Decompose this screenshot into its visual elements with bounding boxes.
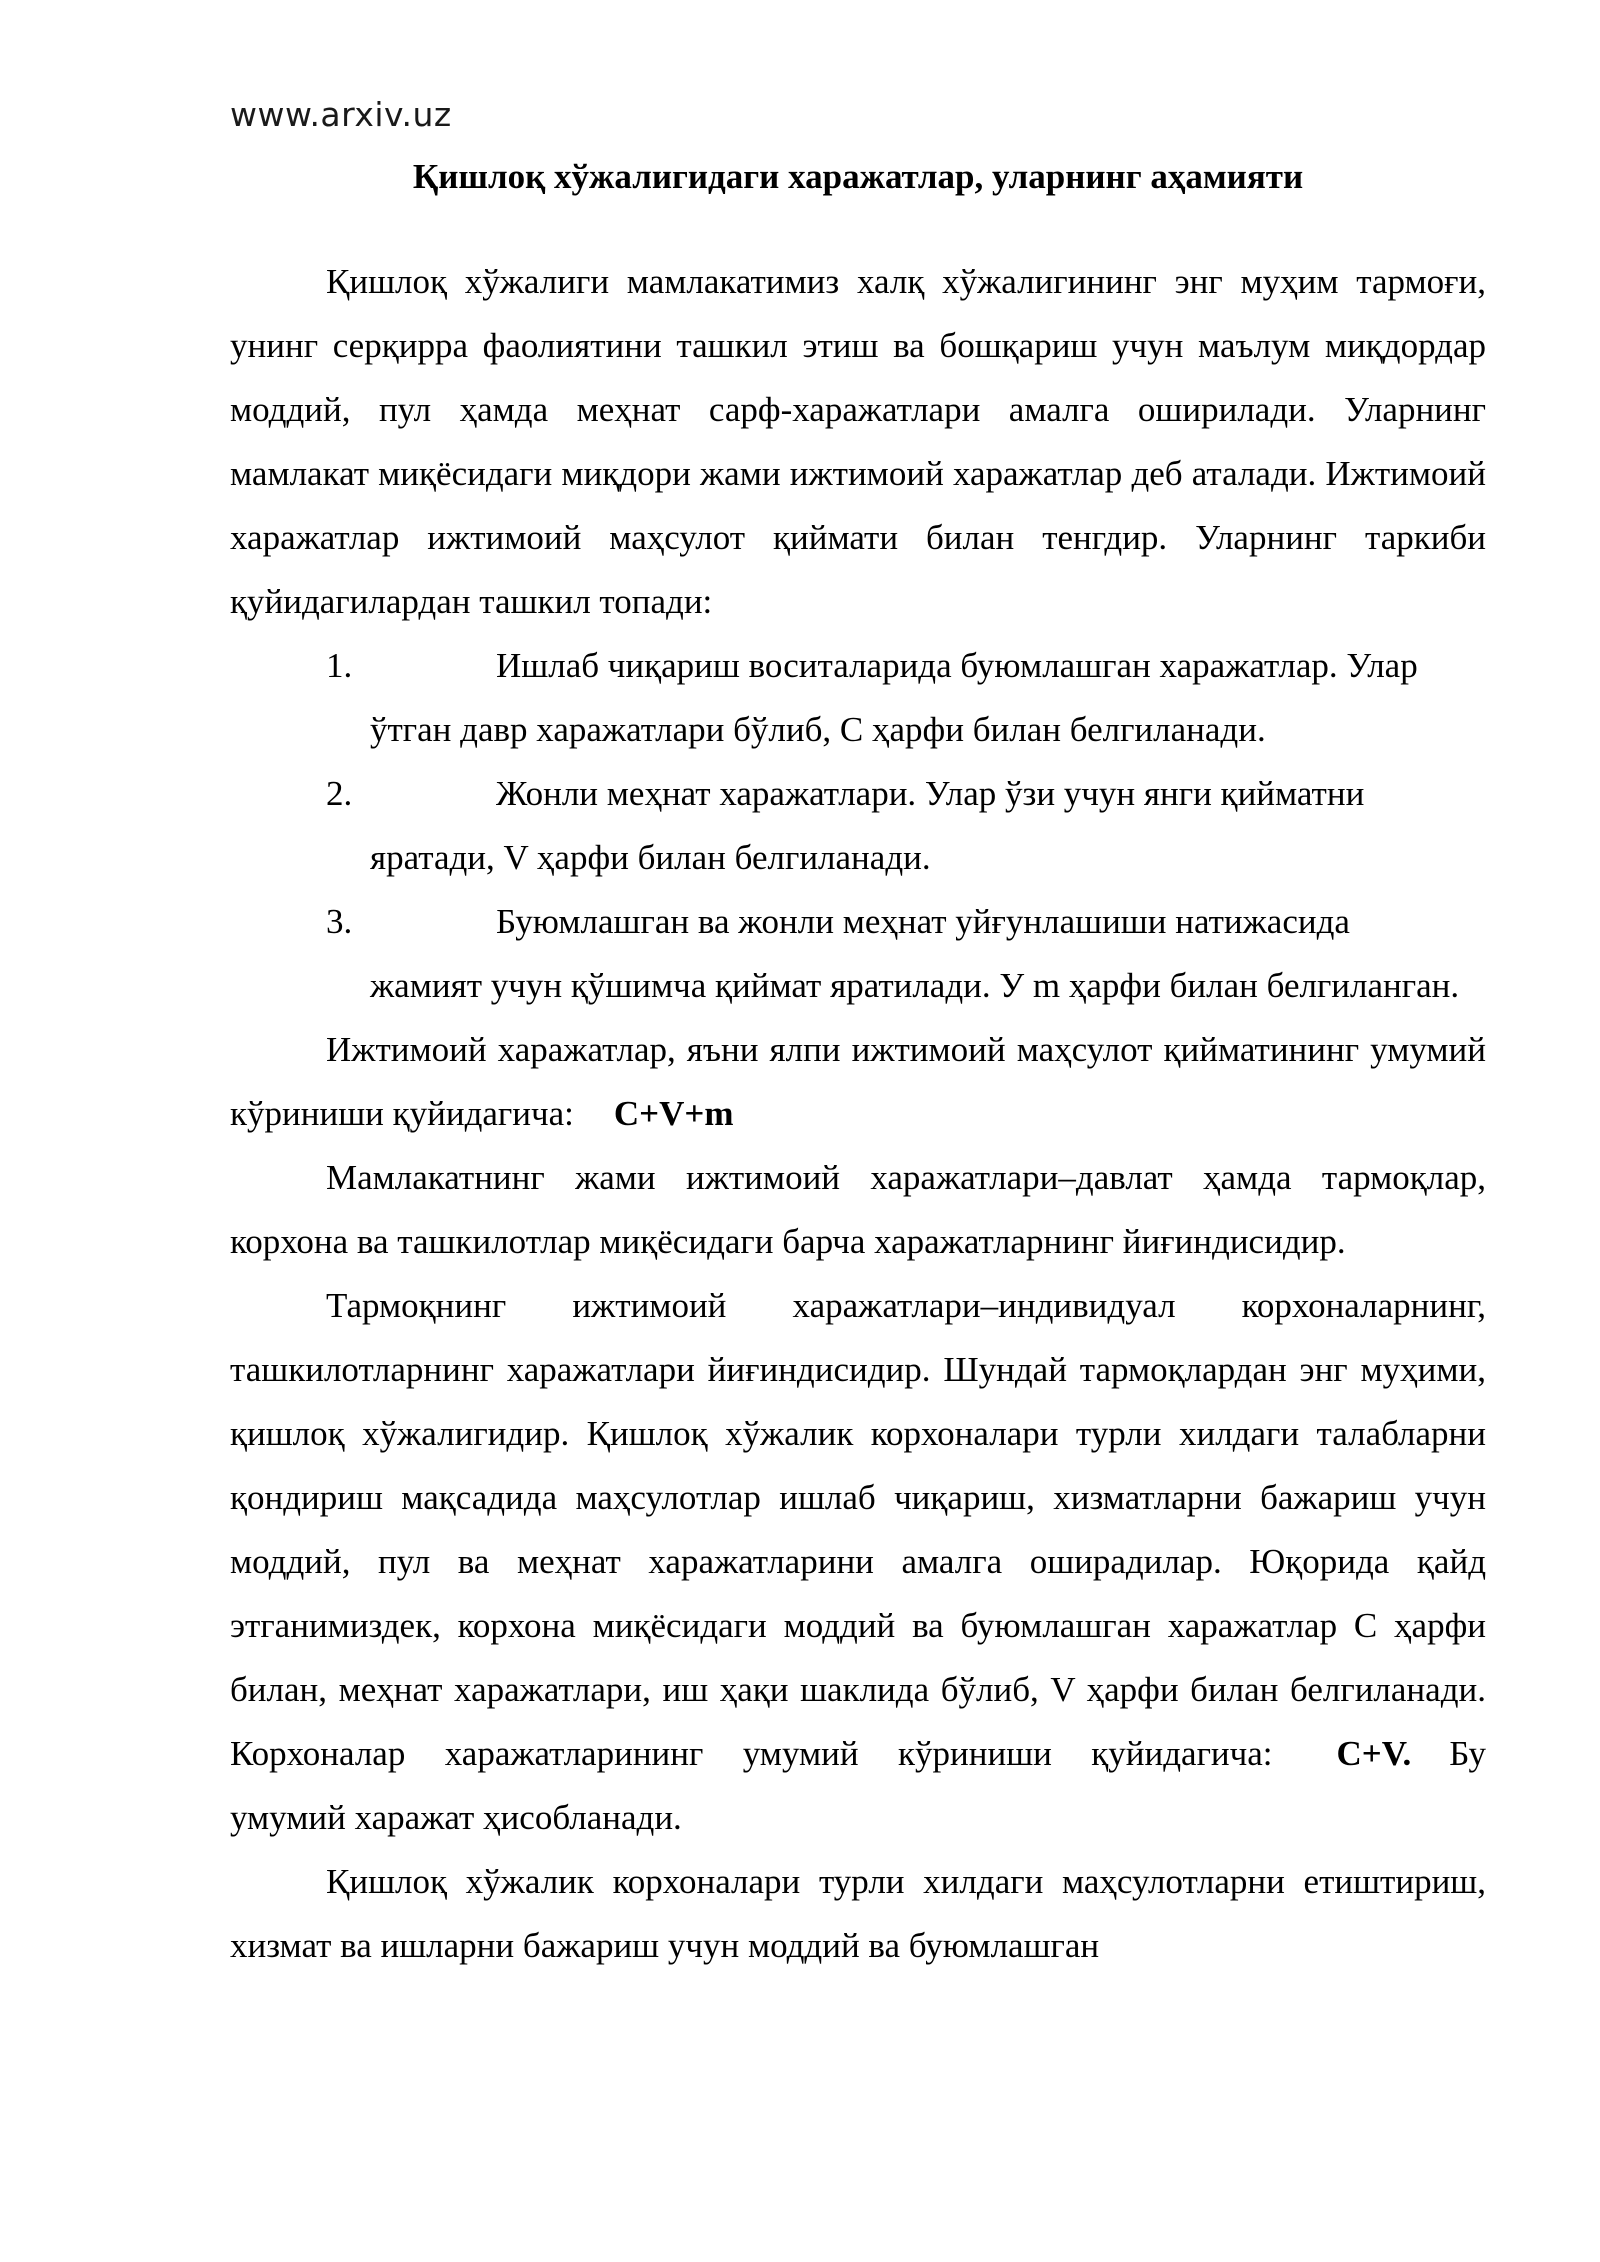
list-item-number: 3. — [326, 902, 353, 941]
formula-cvm: C+V+m — [613, 1094, 734, 1133]
list-item — [230, 634, 1486, 762]
list-item-continuation: яратади, V ҳарфи билан белгиланади. — [370, 838, 931, 877]
paragraph-formula-1-text: Ижтимоий харажатлар, яъни ялпи ижтимоий маҳсулот қийматининг умумий кўриниши қуйидагича: — [230, 1030, 1486, 1133]
formula-cv: C+V. — [1336, 1734, 1412, 1773]
paragraph-industry-costs-after: Бу умумий харажат ҳисобланади. — [230, 1734, 1486, 1837]
paragraph-industry-costs — [230, 1274, 1486, 1850]
list-item-number: 1. — [326, 646, 353, 685]
paragraph-formula-1 — [230, 1018, 1486, 1146]
list-item-continuation: ўтган давр харажатлари бўлиб, С ҳарфи билан белгиланади. — [370, 710, 1266, 749]
list-item-number: 2. — [326, 774, 353, 813]
list-item-text — [370, 890, 1486, 1018]
numbered-list — [230, 634, 1486, 1018]
site-header: www.arxiv.uz — [230, 95, 452, 134]
document-title: Қишлоқ хўжалигидаги харажатлар, уларнинг аҳамияти — [412, 157, 1304, 196]
list-item-first-line: Жонли меҳнат харажатлари. Улар ўзи учун янги қийматни — [496, 774, 1365, 813]
list-item — [230, 890, 1486, 1018]
paragraph-national-costs: Мамлакатнинг жами ижтимоий харажатлари–давлат ҳамда тармоқлар, корхона ва ташкилотлар миқёсидаги барча харажатларнинг йиғиндисидир. — [230, 1158, 1486, 1261]
list-item — [230, 762, 1486, 890]
list-item-first-line: Ишлаб чиқариш воситаларида буюмлашган харажатлар. Улар — [496, 646, 1418, 685]
paragraph-intro: Қишлоқ хўжалиги мамлакатимиз халқ хўжалигининг энг муҳим тармоғи, унинг серқирра фаолиятини ташкил этиш ва бошқариш учун маълум миқдордар моддий, пул ҳамда меҳнат сарф-харажатлари амалга оширилади. Уларнинг мамлакат миқёсидаги миқдори жами ижтимоий харажатлар деб аталади. Ижтимоий харажатлар ижтимоий маҳсулот қиймати билан тенгдир. Уларнинг таркиби қуйидагилардан ташкил топади: — [230, 262, 1486, 621]
document-body — [230, 152, 1486, 1978]
paragraph-agri-enterprises: Қишлоқ хўжалик корхоналари турли хилдаги маҳсулотларни етиштириш, хизмат ва ишларни бажариш учун моддий ва буюмлашган — [230, 1862, 1486, 1965]
list-item-first-line: Буюмлашган ва жонли меҳнат уйғунлашиши натижасида — [496, 902, 1350, 941]
list-item-continuation: жамият учун қўшимча қиймат яратилади. У m ҳарфи билан белгиланган. — [370, 966, 1460, 1005]
paragraph-industry-costs-text: Тармоқнинг ижтимоий харажатлари–индивидуал корхоналарнинг, ташкилотларнинг харажатлари йиғиндисидир. Шундай тармоқлардан энг муҳими, қишлоқ хўжалигидир. Қишлоқ хўжалик корхоналари турли хилдаги талабларни қондириш мақсадида маҳсулотлар ишлаб чиқариш, хизматларни бажариш учун моддий, пул ва меҳнат харажатларини амалга оширадилар. Юқорида қайд этганимиздек, корхона миқёсидаги моддий ва буюмлашган харажатлар С ҳарфи билан, меҳнат харажатлари, иш ҳақи шаклида бўлиб, V ҳарфи билан белгиланади. Корхоналар харажатларининг умумий кўриниши қуйидагича: — [230, 1286, 1486, 1773]
list-item-text — [370, 634, 1486, 762]
list-item-text — [370, 762, 1486, 890]
